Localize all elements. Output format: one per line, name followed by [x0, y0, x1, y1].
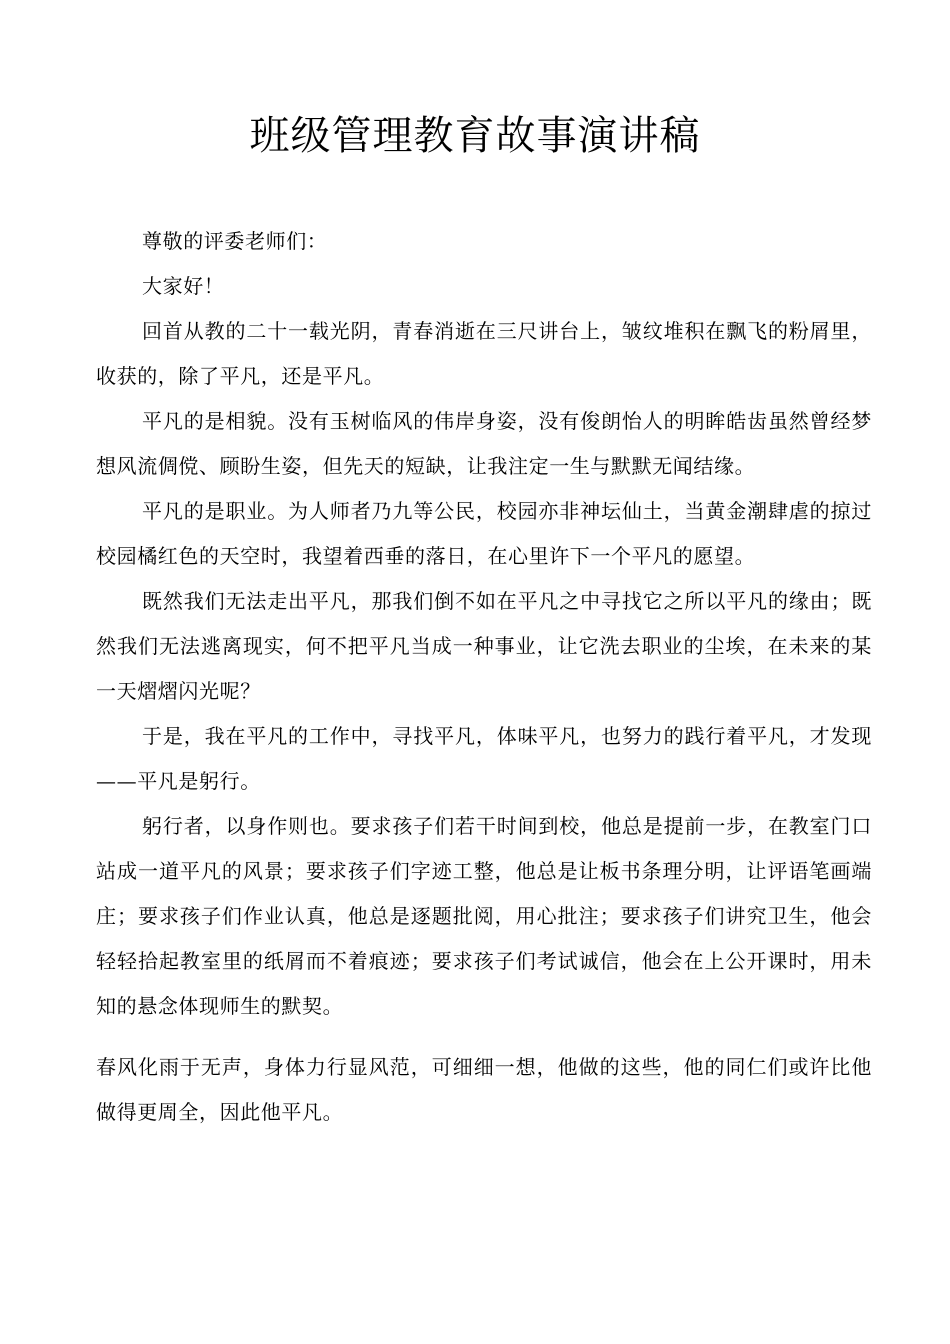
paragraph-salutation: 尊敬的评委老师们：	[142, 229, 328, 253]
paragraph: 春风化雨于无声，身体力行显风范，可细细一想，他做的这些，他的同仁们或许比他做得更周全，因此他平凡。	[96, 1055, 872, 1124]
paragraph: 平凡的是职业。为人师者乃九等公民，校园亦非神坛仙土，当黄金潮肆虐的掠过校园橘红色的天空时，我望着西垂的落日，在心里许下一个平凡的愿望。	[96, 499, 872, 568]
document-body	[96, 219, 872, 1135]
paragraph: 平凡的是相貌。没有玉树临风的伟岸身姿，没有俊朗怡人的明眸皓齿虽然曾经梦想风流倜傥、顾盼生姿，但先天的短缺，让我注定一生与默默无闻结缘。	[96, 409, 872, 478]
paragraph: 既然我们无法走出平凡，那我们倒不如在平凡之中寻找它之所以平凡的缘由；既然我们无法逃离现实，何不把平凡当成一种事业，让它洗去职业的尘埃，在未来的某一天熠熠闪光呢？	[96, 589, 872, 703]
paragraph-greeting: 大家好！	[142, 274, 225, 298]
paragraph: 于是，我在平凡的工作中，寻找平凡，体味平凡，也努力的践行着平凡，才发现——平凡是躬行。	[96, 724, 872, 793]
paragraph: 回首从教的二十一载光阴，青春消逝在三尺讲台上，皱纹堆积在飘飞的粉屑里，收获的，除了平凡，还是平凡。	[96, 319, 872, 388]
document-title: 班级管理教育故事演讲稿	[249, 113, 701, 159]
paragraph: 躬行者，以身作则也。要求孩子们若干时间到校，他总是提前一步，在教室门口站成一道平凡的风景；要求孩子们字迹工整，他总是让板书条理分明，让评语笔画端庄；要求孩子们作业认真，他总是逐题批阅，用心批注；要求孩子们讲究卫生，他会轻轻拾起教室里的纸屑而不着痕迹；要求孩子们考试诚信，他会在上公开课时，用未知的悬念体现师生的默契。	[96, 814, 872, 1018]
